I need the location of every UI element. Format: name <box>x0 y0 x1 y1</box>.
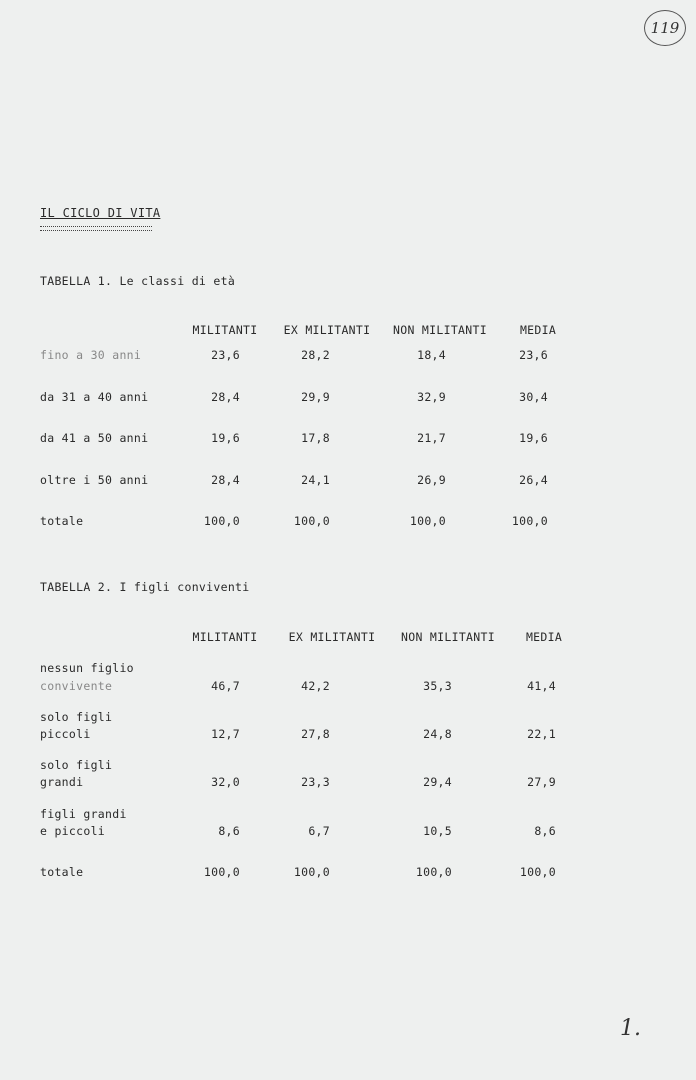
section-title: IL CICLO DI VITA <box>40 206 161 220</box>
table1-cell: 21,7 <box>417 431 446 445</box>
table1-cell: 23,6 <box>519 348 548 362</box>
table2-header-media: MEDIA <box>525 630 563 644</box>
table1-caption: TABELLA 1. Le classi di età <box>40 274 236 288</box>
table2-cell: 100,0 <box>203 865 240 879</box>
table1-header-media: MEDIA <box>519 323 557 337</box>
table2-cell: 42,2 <box>301 679 330 693</box>
table1-cell: 29,9 <box>301 390 330 404</box>
table1-cell: 28,2 <box>301 348 330 362</box>
table2-cell: 23,3 <box>301 775 330 789</box>
table1-cell: 32,9 <box>417 390 446 404</box>
table2-cell: 10,5 <box>423 824 452 838</box>
table2-row-label: grandi <box>40 775 84 789</box>
table2-cell: 32,0 <box>211 775 240 789</box>
table1-cell: 100,0 <box>203 514 240 528</box>
table1-row-label: fino a 30 anni <box>40 348 142 362</box>
table2-cell: 100,0 <box>293 865 330 879</box>
table2-cell: 100,0 <box>519 865 556 879</box>
table2-cell: 46,7 <box>211 679 240 693</box>
table1-cell: 24,1 <box>301 473 330 487</box>
table2-cell: 8,6 <box>534 824 556 838</box>
table2-row-label: solo figli <box>40 710 113 724</box>
table1-cell: 26,4 <box>519 473 548 487</box>
table2-row-label: solo figli <box>40 758 113 772</box>
table2-row-label: figli grandi <box>40 807 127 821</box>
table1-cell: 17,8 <box>301 431 330 445</box>
table1-header-militanti: MILITANTI <box>192 323 258 337</box>
table1-cell: 28,4 <box>211 390 240 404</box>
table1-cell: 19,6 <box>519 431 548 445</box>
table1-total-label: totale <box>40 514 84 528</box>
table2-row-label: convivente <box>40 679 113 693</box>
table2-cell: 41,4 <box>527 679 556 693</box>
table2-header-militanti: MILITANTI <box>192 630 258 644</box>
page-number: 1. <box>620 1016 641 1041</box>
table1-cell: 18,4 <box>417 348 446 362</box>
table2-cell: 100,0 <box>415 865 452 879</box>
table2-cell: 8,6 <box>218 824 240 838</box>
page-stamp: 119 <box>644 10 686 46</box>
table1-cell: 23,6 <box>211 348 240 362</box>
table1-cell: 19,6 <box>211 431 240 445</box>
table1-cell: 100,0 <box>511 514 548 528</box>
table1-header-ex-militanti: EX MILITANTI <box>283 323 371 337</box>
table1-header-non-militanti: NON MILITANTI <box>393 323 487 337</box>
table2-total-label: totale <box>40 865 84 879</box>
table2-cell: 24,8 <box>423 727 452 741</box>
table2-header-ex-militanti: EX MILITANTI <box>288 630 376 644</box>
table2-cell: 27,9 <box>527 775 556 789</box>
table2-cell: 6,7 <box>308 824 330 838</box>
table1-cell: 100,0 <box>293 514 330 528</box>
table1-cell: 28,4 <box>211 473 240 487</box>
table2-row-label: piccoli <box>40 727 91 741</box>
table1-cell: 30,4 <box>519 390 548 404</box>
table1-row-label: oltre i 50 anni <box>40 473 149 487</box>
table1-row-label: da 31 a 40 anni <box>40 390 149 404</box>
table2-row-label: nessun figlio <box>40 661 134 675</box>
table1-row-label: da 41 a 50 anni <box>40 431 149 445</box>
table1-cell: 100,0 <box>409 514 446 528</box>
table2-cell: 22,1 <box>527 727 556 741</box>
table1-cell: 26,9 <box>417 473 446 487</box>
table2-cell: 35,3 <box>423 679 452 693</box>
table2-row-label: e piccoli <box>40 824 106 838</box>
table2-cell: 12,7 <box>211 727 240 741</box>
title-underline <box>40 226 152 231</box>
table2-header-non-militanti: NON MILITANTI <box>401 630 495 644</box>
table2-cell: 29,4 <box>423 775 452 789</box>
table2-caption: TABELLA 2. I figli conviventi <box>40 580 250 594</box>
table2-cell: 27,8 <box>301 727 330 741</box>
